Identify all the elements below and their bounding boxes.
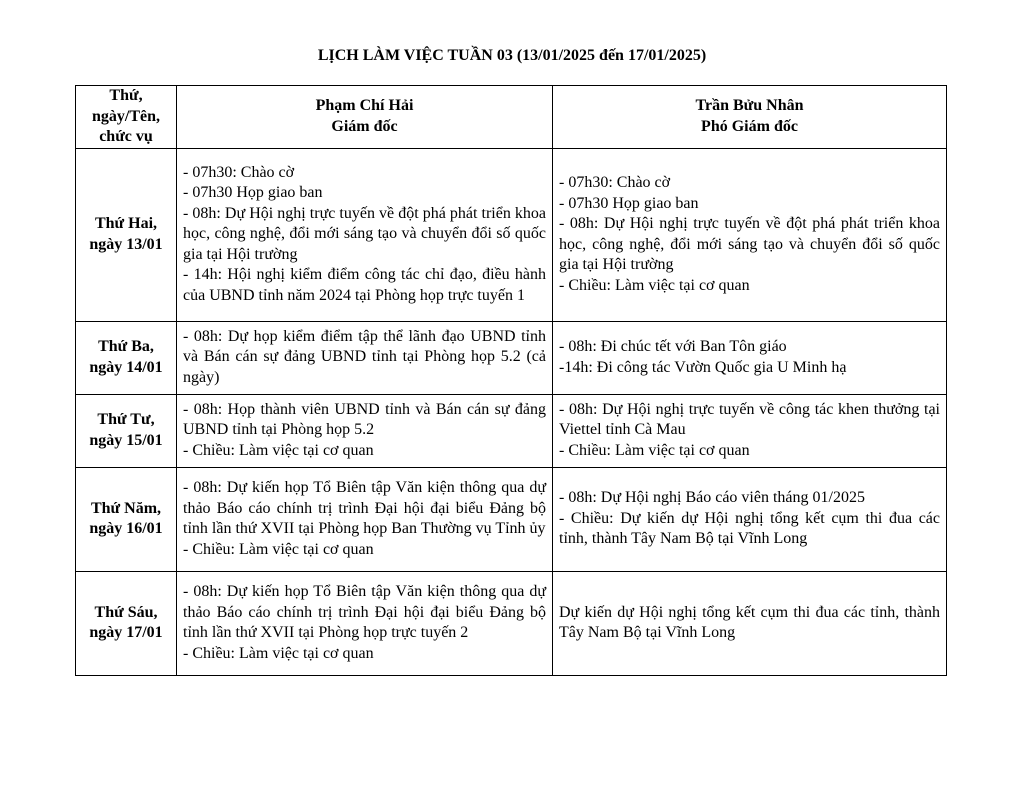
page-title: LỊCH LÀM VIỆC TUẦN 03 (13/01/2025 đến 17/01/2025)	[317, 47, 707, 64]
header-day-column	[76, 86, 177, 149]
header-row	[76, 86, 947, 149]
day-date: ngày 14/01	[89, 358, 163, 376]
day-cell	[76, 149, 177, 322]
task-item: - 08h: Họp thành viên UBND tỉnh và Bán cán sự đảng UBND tỉnh tại Phòng họp 5.2	[183, 400, 546, 439]
person1-tasks	[177, 395, 553, 468]
person1-name: Phạm Chí Hải	[315, 97, 414, 114]
task-item: - 08h: Dự Hội nghị trực tuyến về đột phá phát triển khoa học, công nghệ, đổi mới sáng tạo và chuyển đổi số quốc gia tại Hội trường	[183, 204, 546, 263]
day-name: Thứ Ba,	[98, 338, 154, 355]
schedule-table	[75, 85, 947, 676]
header-person1	[177, 86, 553, 149]
task-item: - 14h: Hội nghị kiểm điểm công tác chỉ đạo, điều hành của UBND tỉnh năm 2024 tại Phòng họp trực tuyến 1	[183, 266, 546, 304]
day-cell	[76, 468, 177, 572]
task-item: - 08h: Dự Hội nghị trực tuyến về đột phá phát triển khoa học, công nghệ, đổi mới sáng tạo và chuyển đổi số quốc gia tại Hội trường	[559, 215, 940, 273]
table-row	[76, 322, 947, 395]
table-row	[76, 572, 947, 676]
person1-tasks	[177, 149, 553, 322]
day-name: Thứ Hai,	[94, 215, 158, 232]
header-day-line: chức vụ	[99, 128, 153, 146]
task-item: -14h: Đi công tác Vườn Quốc gia U Minh hạ	[559, 358, 847, 376]
day-date: ngày 17/01	[89, 624, 163, 641]
task-item: - 08h: Dự họp kiểm điểm tập thể lãnh đạo UBND tỉnh và Bán cán sự đảng UBND tỉnh tại Phòng họp 5.2 (cả ngày)	[183, 327, 546, 386]
task-item: - Chiều: Làm việc tại cơ quan	[183, 644, 374, 662]
header-day-line: ngày/Tên,	[91, 107, 160, 125]
person1-tasks	[177, 572, 553, 676]
day-date: ngày 15/01	[89, 431, 163, 449]
person1-tasks	[177, 468, 553, 572]
day-cell	[76, 322, 177, 395]
header-day-line: Thứ,	[109, 87, 143, 105]
task-item: Dự kiến dự Hội nghị tổng kết cụm thi đua các tỉnh, thành Tây Nam Bộ tại Vĩnh Long	[559, 603, 940, 641]
task-item: - 07h30: Chào cờ	[559, 174, 671, 191]
task-item: - 08h: Dự kiến họp Tổ Biên tập Văn kiện thông qua dự thảo Báo cáo chính trị trình Đại hội đại biểu Đảng bộ tỉnh lần thứ XVII tại Phòng họp Ban Thường vụ Tỉnh ủy	[183, 479, 546, 537]
person1-tasks	[177, 322, 553, 395]
table-row	[76, 468, 947, 572]
table-row	[76, 149, 947, 322]
task-item: - 08h: Đi chúc tết với Ban Tôn giáo	[559, 338, 787, 355]
task-item: - 07h30 Họp giao ban	[559, 194, 699, 212]
day-name: Thứ Năm,	[90, 499, 162, 517]
person2-name: Trần Bửu Nhân	[695, 97, 804, 114]
task-item: - Chiều: Làm việc tại cơ quan	[559, 441, 750, 459]
header-person2	[553, 86, 947, 149]
day-date: ngày 13/01	[89, 235, 163, 253]
day-cell	[76, 572, 177, 676]
task-item: - Chiều: Dự kiến dự Hội nghị tổng kết cụm thi đua các tỉnh, thành Tây Nam Bộ tại Vĩnh Long	[559, 509, 940, 548]
task-item: - Chiều: Làm việc tại cơ quan	[559, 276, 750, 294]
person1-role: Giám đốc	[331, 117, 398, 135]
person2-tasks	[553, 468, 947, 572]
person2-role: Phó Giám đốc	[701, 117, 798, 135]
task-item: - 07h30: Chào cờ	[183, 163, 295, 181]
person2-tasks	[553, 395, 947, 468]
task-item: - 07h30 Họp giao ban	[183, 184, 323, 202]
task-item: - 08h: Dự kiến họp Tổ Biên tập Văn kiện thông qua dự thảo Báo cáo chính trị trình Đại hội đại biểu Đảng bộ tỉnh lần thứ XVII tại Phòng họp trực tuyến 2	[183, 583, 546, 641]
table-row	[76, 395, 947, 468]
task-item: - 08h: Dự Hội nghị Báo cáo viên tháng 01/2025	[559, 489, 865, 507]
day-name: Thứ Tư,	[97, 411, 155, 428]
person2-tasks	[553, 149, 947, 322]
day-cell	[76, 395, 177, 468]
day-date: ngày 16/01	[89, 520, 163, 537]
person2-tasks	[553, 322, 947, 395]
task-item: - Chiều: Làm việc tại cơ quan	[183, 540, 374, 558]
person2-tasks	[553, 572, 947, 676]
day-name: Thứ Sáu,	[94, 603, 158, 621]
task-item: - Chiều: Làm việc tại cơ quan	[183, 441, 374, 459]
task-item: - 08h: Dự Hội nghị trực tuyến về công tác khen thưởng tại Viettel tỉnh Cà Mau	[559, 400, 940, 439]
